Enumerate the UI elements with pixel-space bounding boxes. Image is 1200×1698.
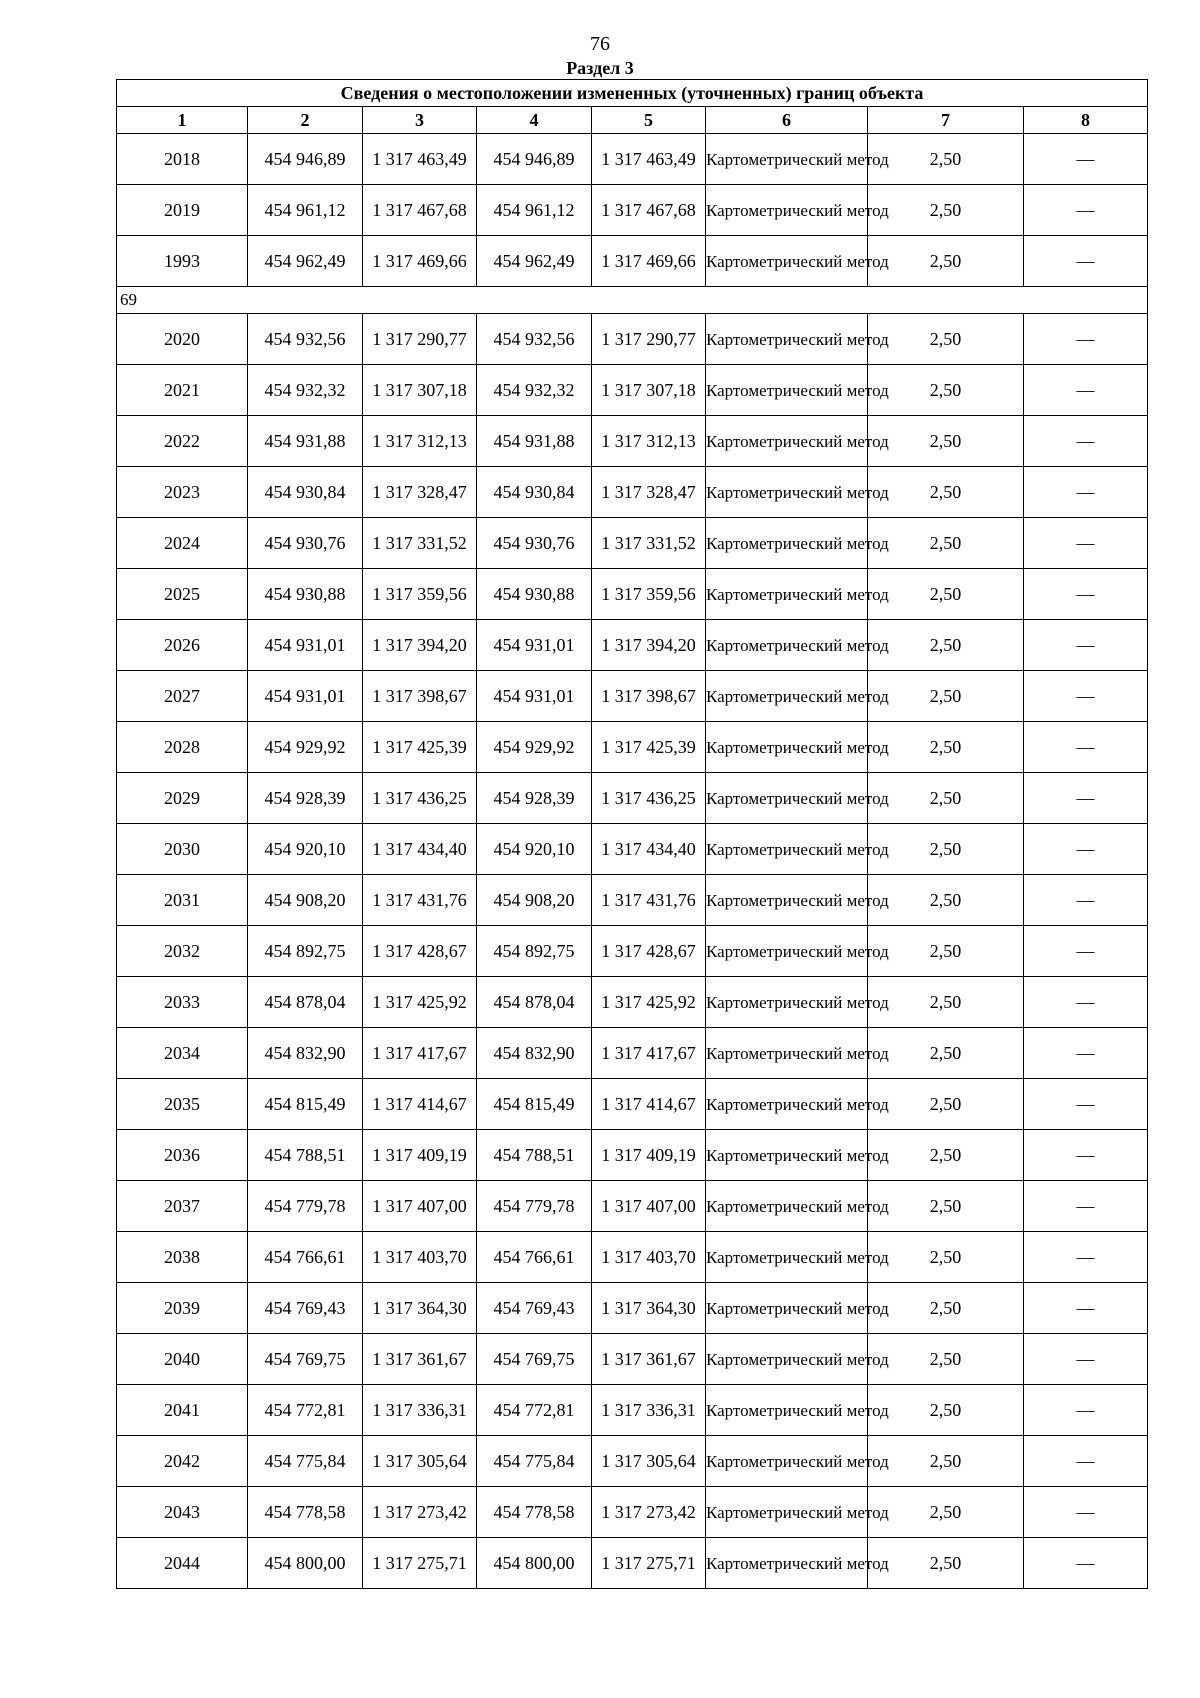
y-coordinate-cell: 1 317 398,67 [363, 671, 477, 722]
method-cell: Картометрический метод [706, 926, 868, 977]
x-coordinate-cell: 454 788,51 [477, 1130, 592, 1181]
y-coordinate-cell: 1 317 312,13 [592, 416, 706, 467]
x-coordinate-cell: 454 920,10 [248, 824, 363, 875]
point-number-cell: 2040 [117, 1334, 248, 1385]
method-cell: Картометрический метод [706, 365, 868, 416]
y-coordinate-cell: 1 317 414,67 [592, 1079, 706, 1130]
y-coordinate-cell: 1 317 394,20 [592, 620, 706, 671]
precision-cell: 2,50 [868, 1130, 1024, 1181]
x-coordinate-cell: 454 962,49 [477, 236, 592, 287]
precision-cell: 2,50 [868, 620, 1024, 671]
x-coordinate-cell: 454 772,81 [477, 1385, 592, 1436]
note-cell: — [1024, 824, 1148, 875]
note-cell: — [1024, 1283, 1148, 1334]
point-number-cell: 2039 [117, 1283, 248, 1334]
precision-cell: 2,50 [868, 1334, 1024, 1385]
table-row [117, 134, 1148, 185]
x-coordinate-cell: 454 778,58 [248, 1487, 363, 1538]
x-coordinate-cell: 454 961,12 [248, 185, 363, 236]
x-coordinate-cell: 454 800,00 [248, 1538, 363, 1589]
precision-cell: 2,50 [868, 134, 1024, 185]
point-number-cell: 2036 [117, 1130, 248, 1181]
precision-cell: 2,50 [868, 1283, 1024, 1334]
y-coordinate-cell: 1 317 414,67 [363, 1079, 477, 1130]
x-coordinate-cell: 454 775,84 [248, 1436, 363, 1487]
note-cell: — [1024, 518, 1148, 569]
note-cell: — [1024, 1436, 1148, 1487]
note-cell: — [1024, 1232, 1148, 1283]
precision-cell: 2,50 [868, 467, 1024, 518]
table-row [117, 824, 1148, 875]
y-coordinate-cell: 1 317 290,77 [363, 314, 477, 365]
method-cell: Картометрический метод [706, 1232, 868, 1283]
x-coordinate-cell: 454 769,43 [248, 1283, 363, 1334]
note-cell: — [1024, 236, 1148, 287]
y-coordinate-cell: 1 317 431,76 [592, 875, 706, 926]
column-number: 3 [363, 107, 477, 134]
x-coordinate-cell: 454 878,04 [248, 977, 363, 1028]
method-cell: Картометрический метод [706, 1385, 868, 1436]
contour-number: 69 [117, 287, 1148, 314]
x-coordinate-cell: 454 946,89 [477, 134, 592, 185]
y-coordinate-cell: 1 317 359,56 [363, 569, 477, 620]
x-coordinate-cell: 454 800,00 [477, 1538, 592, 1589]
point-number-cell: 2032 [117, 926, 248, 977]
note-cell: — [1024, 1079, 1148, 1130]
x-coordinate-cell: 454 766,61 [477, 1232, 592, 1283]
note-cell: — [1024, 314, 1148, 365]
note-cell: — [1024, 1130, 1148, 1181]
y-coordinate-cell: 1 317 417,67 [592, 1028, 706, 1079]
y-coordinate-cell: 1 317 409,19 [363, 1130, 477, 1181]
precision-cell: 2,50 [868, 236, 1024, 287]
y-coordinate-cell: 1 317 425,92 [592, 977, 706, 1028]
note-cell: — [1024, 1538, 1148, 1589]
x-coordinate-cell: 454 929,92 [477, 722, 592, 773]
table-row [117, 977, 1148, 1028]
x-coordinate-cell: 454 929,92 [248, 722, 363, 773]
x-coordinate-cell: 454 769,75 [248, 1334, 363, 1385]
note-cell: — [1024, 467, 1148, 518]
x-coordinate-cell: 454 930,88 [248, 569, 363, 620]
table-row [117, 236, 1148, 287]
point-number-cell: 2019 [117, 185, 248, 236]
x-coordinate-cell: 454 908,20 [248, 875, 363, 926]
point-number-cell: 2033 [117, 977, 248, 1028]
y-coordinate-cell: 1 317 305,64 [592, 1436, 706, 1487]
method-cell: Картометрический метод [706, 467, 868, 518]
y-coordinate-cell: 1 317 331,52 [592, 518, 706, 569]
x-coordinate-cell: 454 892,75 [248, 926, 363, 977]
x-coordinate-cell: 454 779,78 [248, 1181, 363, 1232]
point-number-cell: 2028 [117, 722, 248, 773]
y-coordinate-cell: 1 317 275,71 [592, 1538, 706, 1589]
y-coordinate-cell: 1 317 398,67 [592, 671, 706, 722]
note-cell: — [1024, 722, 1148, 773]
x-coordinate-cell: 454 920,10 [477, 824, 592, 875]
table-body [117, 134, 1148, 1589]
table-row [117, 1079, 1148, 1130]
point-number-cell: 2037 [117, 1181, 248, 1232]
y-coordinate-cell: 1 317 312,13 [363, 416, 477, 467]
precision-cell: 2,50 [868, 518, 1024, 569]
x-coordinate-cell: 454 832,90 [248, 1028, 363, 1079]
note-cell: — [1024, 1334, 1148, 1385]
point-number-cell: 2026 [117, 620, 248, 671]
precision-cell: 2,50 [868, 926, 1024, 977]
y-coordinate-cell: 1 317 275,71 [363, 1538, 477, 1589]
x-coordinate-cell: 454 769,75 [477, 1334, 592, 1385]
table-row [117, 365, 1148, 416]
note-cell: — [1024, 134, 1148, 185]
x-coordinate-cell: 454 832,90 [477, 1028, 592, 1079]
x-coordinate-cell: 454 908,20 [477, 875, 592, 926]
precision-cell: 2,50 [868, 1181, 1024, 1232]
y-coordinate-cell: 1 317 425,39 [363, 722, 477, 773]
x-coordinate-cell: 454 932,56 [248, 314, 363, 365]
point-number-cell: 2038 [117, 1232, 248, 1283]
x-coordinate-cell: 454 931,88 [248, 416, 363, 467]
table-row [117, 1436, 1148, 1487]
y-coordinate-cell: 1 317 403,70 [592, 1232, 706, 1283]
method-cell: Картометрический метод [706, 314, 868, 365]
precision-cell: 2,50 [868, 977, 1024, 1028]
table-row [117, 671, 1148, 722]
y-coordinate-cell: 1 317 407,00 [363, 1181, 477, 1232]
column-number: 2 [248, 107, 363, 134]
x-coordinate-cell: 454 878,04 [477, 977, 592, 1028]
x-coordinate-cell: 454 815,49 [248, 1079, 363, 1130]
note-cell: — [1024, 773, 1148, 824]
method-cell: Картометрический метод [706, 824, 868, 875]
x-coordinate-cell: 454 892,75 [477, 926, 592, 977]
table-row [117, 1028, 1148, 1079]
table-row [117, 926, 1148, 977]
x-coordinate-cell: 454 962,49 [248, 236, 363, 287]
point-number-cell: 2034 [117, 1028, 248, 1079]
point-number-cell: 2022 [117, 416, 248, 467]
x-coordinate-cell: 454 930,84 [477, 467, 592, 518]
y-coordinate-cell: 1 317 467,68 [363, 185, 477, 236]
method-cell: Картометрический метод [706, 773, 868, 824]
y-coordinate-cell: 1 317 336,31 [592, 1385, 706, 1436]
x-coordinate-cell: 454 788,51 [248, 1130, 363, 1181]
table-row [117, 314, 1148, 365]
x-coordinate-cell: 454 930,76 [477, 518, 592, 569]
precision-cell: 2,50 [868, 185, 1024, 236]
x-coordinate-cell: 454 772,81 [248, 1385, 363, 1436]
note-cell: — [1024, 671, 1148, 722]
y-coordinate-cell: 1 317 434,40 [592, 824, 706, 875]
note-cell: — [1024, 569, 1148, 620]
coordinates-table [116, 79, 1148, 1589]
note-cell: — [1024, 620, 1148, 671]
x-coordinate-cell: 454 946,89 [248, 134, 363, 185]
precision-cell: 2,50 [868, 1232, 1024, 1283]
precision-cell: 2,50 [868, 1079, 1024, 1130]
precision-cell: 2,50 [868, 824, 1024, 875]
table-row [117, 1487, 1148, 1538]
table-row [117, 518, 1148, 569]
y-coordinate-cell: 1 317 425,92 [363, 977, 477, 1028]
precision-cell: 2,50 [868, 365, 1024, 416]
table-row [117, 620, 1148, 671]
point-number-cell: 2041 [117, 1385, 248, 1436]
y-coordinate-cell: 1 317 394,20 [363, 620, 477, 671]
x-coordinate-cell: 454 932,32 [248, 365, 363, 416]
precision-cell: 2,50 [868, 569, 1024, 620]
note-cell: — [1024, 185, 1148, 236]
table-row [117, 1232, 1148, 1283]
y-coordinate-cell: 1 317 467,68 [592, 185, 706, 236]
precision-cell: 2,50 [868, 1538, 1024, 1589]
precision-cell: 2,50 [868, 1028, 1024, 1079]
note-cell: — [1024, 875, 1148, 926]
y-coordinate-cell: 1 317 463,49 [363, 134, 477, 185]
table-row [117, 1538, 1148, 1589]
x-coordinate-cell: 454 778,58 [477, 1487, 592, 1538]
method-cell: Картометрический метод [706, 569, 868, 620]
x-coordinate-cell: 454 931,01 [477, 620, 592, 671]
y-coordinate-cell: 1 317 290,77 [592, 314, 706, 365]
precision-cell: 2,50 [868, 1385, 1024, 1436]
point-number-cell: 2023 [117, 467, 248, 518]
point-number-cell: 2044 [117, 1538, 248, 1589]
y-coordinate-cell: 1 317 463,49 [592, 134, 706, 185]
point-number-cell: 2035 [117, 1079, 248, 1130]
table-caption: Сведения о местоположении измененных (уточненных) границ объекта [117, 80, 1148, 107]
table-row [117, 1334, 1148, 1385]
y-coordinate-cell: 1 317 425,39 [592, 722, 706, 773]
method-cell: Картометрический метод [706, 1028, 868, 1079]
table-row [117, 467, 1148, 518]
precision-cell: 2,50 [868, 416, 1024, 467]
y-coordinate-cell: 1 317 361,67 [592, 1334, 706, 1385]
column-number: 4 [477, 107, 592, 134]
method-cell: Картометрический метод [706, 1487, 868, 1538]
method-cell: Картометрический метод [706, 1436, 868, 1487]
y-coordinate-cell: 1 317 328,47 [363, 467, 477, 518]
y-coordinate-cell: 1 317 407,00 [592, 1181, 706, 1232]
section-title: Раздел 3 [566, 58, 634, 78]
note-cell: — [1024, 926, 1148, 977]
column-number: 7 [868, 107, 1024, 134]
x-coordinate-cell: 454 932,32 [477, 365, 592, 416]
method-cell: Картометрический метод [706, 620, 868, 671]
y-coordinate-cell: 1 317 359,56 [592, 569, 706, 620]
table-row [117, 185, 1148, 236]
point-number-cell: 1993 [117, 236, 248, 287]
method-cell: Картометрический метод [706, 1538, 868, 1589]
table-row [117, 569, 1148, 620]
x-coordinate-cell: 454 961,12 [477, 185, 592, 236]
method-cell: Картометрический метод [706, 1181, 868, 1232]
y-coordinate-cell: 1 317 307,18 [363, 365, 477, 416]
contour-group-row [117, 287, 1148, 314]
point-number-cell: 2025 [117, 569, 248, 620]
y-coordinate-cell: 1 317 436,25 [363, 773, 477, 824]
column-number: 1 [117, 107, 248, 134]
note-cell: — [1024, 416, 1148, 467]
method-cell: Картометрический метод [706, 518, 868, 569]
y-coordinate-cell: 1 317 361,67 [363, 1334, 477, 1385]
note-cell: — [1024, 365, 1148, 416]
table-row [117, 1130, 1148, 1181]
column-number: 6 [706, 107, 868, 134]
method-cell: Картометрический метод [706, 236, 868, 287]
precision-cell: 2,50 [868, 671, 1024, 722]
x-coordinate-cell: 454 769,43 [477, 1283, 592, 1334]
precision-cell: 2,50 [868, 1487, 1024, 1538]
column-number: 8 [1024, 107, 1148, 134]
method-cell: Картометрический метод [706, 1283, 868, 1334]
y-coordinate-cell: 1 317 469,66 [363, 236, 477, 287]
x-coordinate-cell: 454 928,39 [477, 773, 592, 824]
y-coordinate-cell: 1 317 469,66 [592, 236, 706, 287]
y-coordinate-cell: 1 317 434,40 [363, 824, 477, 875]
point-number-cell: 2020 [117, 314, 248, 365]
x-coordinate-cell: 454 932,56 [477, 314, 592, 365]
note-cell: — [1024, 1028, 1148, 1079]
y-coordinate-cell: 1 317 336,31 [363, 1385, 477, 1436]
y-coordinate-cell: 1 317 403,70 [363, 1232, 477, 1283]
method-cell: Картометрический метод [706, 1334, 868, 1385]
point-number-cell: 2030 [117, 824, 248, 875]
x-coordinate-cell: 454 931,01 [477, 671, 592, 722]
point-number-cell: 2021 [117, 365, 248, 416]
table-row [117, 773, 1148, 824]
precision-cell: 2,50 [868, 1436, 1024, 1487]
x-coordinate-cell: 454 930,88 [477, 569, 592, 620]
table-row [117, 1385, 1148, 1436]
y-coordinate-cell: 1 317 273,42 [592, 1487, 706, 1538]
x-coordinate-cell: 454 928,39 [248, 773, 363, 824]
point-number-cell: 2043 [117, 1487, 248, 1538]
y-coordinate-cell: 1 317 331,52 [363, 518, 477, 569]
method-cell: Картометрический метод [706, 722, 868, 773]
y-coordinate-cell: 1 317 307,18 [592, 365, 706, 416]
table-row [117, 875, 1148, 926]
point-number-cell: 2029 [117, 773, 248, 824]
page-number: 76 [590, 33, 610, 55]
x-coordinate-cell: 454 930,76 [248, 518, 363, 569]
point-number-cell: 2031 [117, 875, 248, 926]
column-number-row [117, 107, 1148, 134]
x-coordinate-cell: 454 766,61 [248, 1232, 363, 1283]
y-coordinate-cell: 1 317 273,42 [363, 1487, 477, 1538]
table-row [117, 1283, 1148, 1334]
point-number-cell: 2027 [117, 671, 248, 722]
y-coordinate-cell: 1 317 436,25 [592, 773, 706, 824]
method-cell: Картометрический метод [706, 134, 868, 185]
y-coordinate-cell: 1 317 409,19 [592, 1130, 706, 1181]
y-coordinate-cell: 1 317 428,67 [363, 926, 477, 977]
x-coordinate-cell: 454 931,01 [248, 620, 363, 671]
x-coordinate-cell: 454 931,01 [248, 671, 363, 722]
y-coordinate-cell: 1 317 364,30 [592, 1283, 706, 1334]
table-row [117, 722, 1148, 773]
x-coordinate-cell: 454 779,78 [477, 1181, 592, 1232]
point-number-cell: 2042 [117, 1436, 248, 1487]
method-cell: Картометрический метод [706, 671, 868, 722]
method-cell: Картометрический метод [706, 1079, 868, 1130]
precision-cell: 2,50 [868, 314, 1024, 365]
method-cell: Картометрический метод [706, 875, 868, 926]
column-number: 5 [592, 107, 706, 134]
precision-cell: 2,50 [868, 722, 1024, 773]
table-row [117, 1181, 1148, 1232]
note-cell: — [1024, 1487, 1148, 1538]
note-cell: — [1024, 1385, 1148, 1436]
method-cell: Картометрический метод [706, 977, 868, 1028]
point-number-cell: 2018 [117, 134, 248, 185]
y-coordinate-cell: 1 317 328,47 [592, 467, 706, 518]
precision-cell: 2,50 [868, 773, 1024, 824]
point-number-cell: 2024 [117, 518, 248, 569]
table-row [117, 416, 1148, 467]
method-cell: Картометрический метод [706, 1130, 868, 1181]
note-cell: — [1024, 1181, 1148, 1232]
method-cell: Картометрический метод [706, 185, 868, 236]
x-coordinate-cell: 454 775,84 [477, 1436, 592, 1487]
y-coordinate-cell: 1 317 428,67 [592, 926, 706, 977]
y-coordinate-cell: 1 317 364,30 [363, 1283, 477, 1334]
x-coordinate-cell: 454 931,88 [477, 416, 592, 467]
precision-cell: 2,50 [868, 875, 1024, 926]
method-cell: Картометрический метод [706, 416, 868, 467]
x-coordinate-cell: 454 930,84 [248, 467, 363, 518]
y-coordinate-cell: 1 317 431,76 [363, 875, 477, 926]
y-coordinate-cell: 1 317 417,67 [363, 1028, 477, 1079]
note-cell: — [1024, 977, 1148, 1028]
y-coordinate-cell: 1 317 305,64 [363, 1436, 477, 1487]
x-coordinate-cell: 454 815,49 [477, 1079, 592, 1130]
